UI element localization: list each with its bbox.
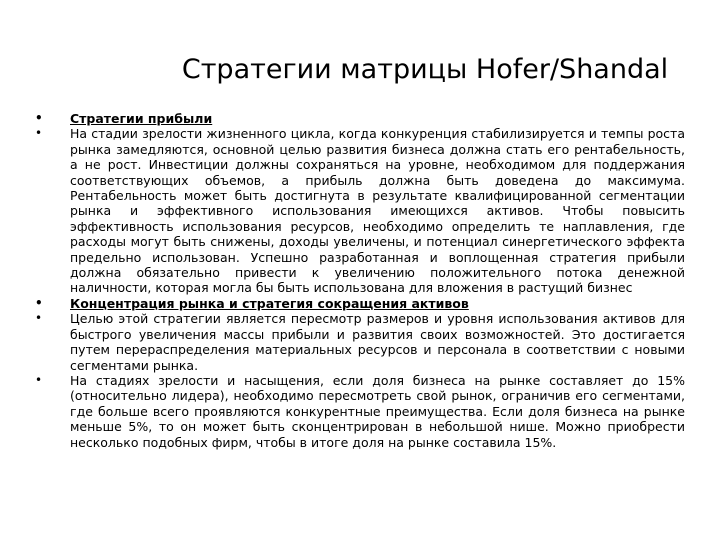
bullet-text: На стадиях зрелости и насыщения, если доля бизнеса на рынке составляет до 15% (относительно лидера), необходимо пересмотреть свой рынок, ограничив его сегментами, где больше всего проявляются конкурентные преимущества. Если доля бизнеса на рынке меньше 5%, то он может быть сконцентрирован в небольшой нише. Можно приобрести несколько подобных фирм, чтобы в итоге доля на рынке составила 15%. — [70, 372, 685, 450]
bullet-dot-icon: • — [35, 372, 43, 387]
bullet-dot-icon: • — [35, 295, 43, 310]
bullet-item-profit-heading — [35, 111, 685, 126]
bullet-item-concentration-heading — [35, 296, 685, 311]
bullet-text: Стратегии прибыли — [70, 111, 213, 126]
bullet-item-concentration-body — [35, 311, 685, 373]
bullet-text: На стадии зрелости жизненного цикла, когда конкуренция стабилизируется и темпы роста рынка замедляются, основной целью развития бизнеса должна стать его рентабельность, а не рост. Инвестиции должны сохраняться на уровне, необходимом для поддержания соответствующих объемов, а прибыль должна быть доведена до максимума. Рентабельность может быть достигнута в результате квалифицированной сегментации рынка и эффективного использования имеющихся активов. Чтобы повысить эффективность использования ресурсов, необходимо определить те наплавления, где расходы могут быть снижены, доходы увеличены, и потенциал синергетического эффекта предельно использован. Успешно разработанная и воплощенная стратегия прибыли должна обязательно привести к увеличению положительного потока денежной наличности, которая могла бы быть использована для вложения в растущий бизнес — [70, 126, 685, 296]
bullet-item-market-share-body — [35, 373, 685, 450]
bullet-dot-icon: • — [35, 311, 43, 326]
bullet-dot-icon: • — [35, 126, 43, 141]
bullet-text: Концентрация рынка и стратегия сокращения активов — [70, 295, 469, 311]
bullet-text: Целью этой стратегии является пересмотр размеров и уровня использования активов для быстрого увеличения массы прибыли и развития своих возможностей. Это достигается путем перераспределения материальных ресурсов и персонала в соответствии с новыми сегментами рынка. — [70, 311, 685, 373]
bullet-dot-icon: • — [35, 111, 43, 125]
bullet-item-profit-body — [35, 126, 685, 295]
bullet-list — [35, 111, 685, 450]
slide-title: Стратегии матрицы Hofer/Shandal — [181, 54, 669, 85]
